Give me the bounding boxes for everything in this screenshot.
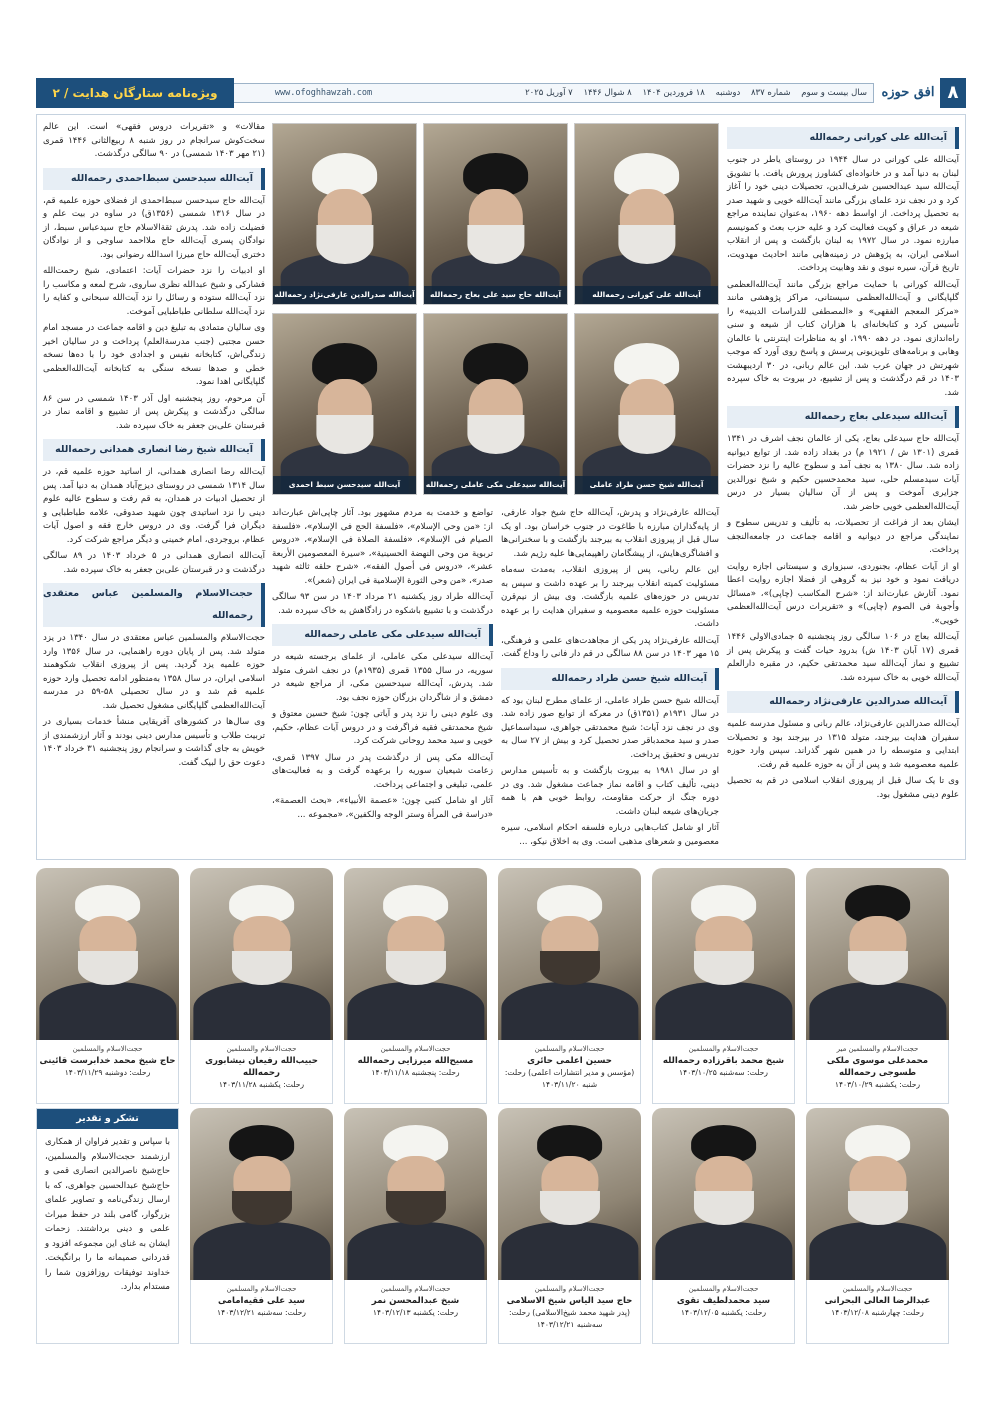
article-paragraph: آیت‌الله عارفی‌نژاد و پدرش، آیت‌الله حاج شیخ جواد عارفی، از پایه‌گذاران مبارزه با طاغوت در جنوب خراسان بود. او یک سال قبل از پیروزی انقلاب به بیرجند بازگشت و با سخنرانی‌ها و افشاگری‌هایش، از پیشگامان راهپیمایی‌ها علیه رژیم شد. (501, 508, 719, 559)
site-url[interactable]: www.ofoghhawzah.com (274, 88, 373, 98)
portrait-photo (36, 868, 179, 1040)
portrait-photo (498, 1108, 641, 1280)
newspaper-logo: افق حوزه (881, 85, 935, 100)
card-info (806, 1040, 949, 1104)
section-heading: حجت‌الاسلام والمسلمین عباس معتقدی رحمه‌الله (43, 583, 265, 627)
meta-date-lunar: ۸ شوال ۱۴۴۶ (583, 88, 632, 98)
article-paragraph: وی علوم دینی را نزد پدر و آیاتی چون: شیخ حسین معتوق و شیخ محمدتقی فقیه فراگرفت و در دروس آیات عظام، حکیم، خویی و سید محمد روحانی شرکت کرد. (272, 709, 493, 746)
card-title: حجت‌الاسلام والمسلمین میر (836, 1045, 919, 1053)
portrait-photo (574, 123, 719, 305)
article-column-1 (727, 121, 959, 861)
article-paragraph: آیت‌الله سیدعلی مکی عاملی، از علمای برجسته شیعه در سوریه، در سال ۱۳۵۵ قمری (۱۹۳۵م) در نجف اشرف متولد شد. پدرش، آیت‌الله سیدحسین مکی، از مراجع شیعه در دمشق و از شاگردان بزرگان حوزه نجف بود. (272, 652, 493, 703)
article-paragraph: او از آیات عظام، بجنوردی، سبزواری و سیستانی اجازه روایت دریافت نمود و خود نیز به گروهی از فضلا اجازه روایت اعطا نمود. آثارش عبارت‌اند از: «شرح المکاسب (چاپی)»، «مسائل وأجوبة فی الصوم (چاپی)» و «تقریرات درس آیت‌الله‌العظمی خویی». (727, 561, 959, 626)
article-paragraph: آیت‌الله رضا انصاری همدانی، از اساتید حوزه علمیه قم، در سال ۱۳۱۴ شمسی در روستای دیزج‌آباد همدان به دنیا آمد. پس از تحصیل ادبیات در همدان، به قم رفت و سطوح عالیه علوم دینی را نزد اساتیدی چون شهید صدوقی، علامه طباطبایی و دیگران فرا گرفت. وی در دروس خارج فقه و اصول آیات عظام، بروجردی، امام خمینی و دیگر مراجع شرکت کرد. (43, 467, 266, 545)
card-date: (پدر شهید محمد شیخ‌الاسلامی) رحلت: سه‌شنبه ۱۴۰۳/۱۲/۲۱ (508, 1308, 630, 1329)
special-issue-title: ویژه‌نامه ستارگان هدایت / ۲ (36, 78, 234, 108)
article-paragraph: آثار او شامل کتبی چون: «عصمة الأنبیاء»، «بحث العصمة»، «دراسة فی المرأة وستر الوجه والکفین»، «مجموعه ... (272, 796, 493, 820)
card-date: رحلت: پنجشنبه ۱۴۰۳/۱۱/۱۸ (371, 1068, 460, 1077)
card-title: حجت‌الاسلام والمسلمین (688, 1045, 759, 1053)
photo-caption: آیت‌الله سیدعلی مکی عاملی رحمه‌الله (424, 476, 567, 494)
card-title: حجت‌الاسلام والمسلمین (688, 1285, 759, 1293)
article-paragraph: آیت‌الله انصاری همدانی در ۵ خرداد ۱۴۰۳ در ۸۹ سالگی درگذشت و در قبرستان علی‌بن جعفر به خاک سپرده شد. (43, 551, 266, 575)
article-paragraph: ایشان بعد از فراغت از تحصیلات، به تألیف و تدریس سطوح و نمایندگی مراجع در دیوانیه و اقامه جماعت در جامعه‌النجف پرداخت. (727, 518, 959, 555)
card-date: رحلت: چهارشنبه ۱۴۰۳/۱۲/۰۸ (831, 1308, 924, 1317)
meta-date-gregorian: ۷ آوریل ۲۰۲۵ (525, 88, 573, 98)
articles-section (36, 114, 966, 860)
card-info (498, 1280, 641, 1344)
article-paragraph: آیت‌الله مکی پس از درگذشت پدر در سال ۱۳۹۷ قمری، زعامت شیعیان سوریه را برعهده گرفت و به فعالیت‌های علمی، تبلیغی و اجتماعی پرداخت. (272, 752, 493, 790)
portrait-photo (190, 1108, 333, 1280)
card-info (806, 1280, 949, 1344)
card-info (36, 1040, 179, 1104)
card-info (344, 1280, 487, 1344)
section-heading: آیت‌الله صدرالدین عارفی‌نژاد رحمه‌الله (727, 691, 959, 713)
article-paragraph: آثار او شامل کتاب‌هایی درباره فلسفه احکام اسلامی، سیره معصومین و شعرهای مذهبی است. وی به اخلاق نیکو، ... (501, 823, 719, 847)
article-paragraph: آیت‌الله عارفی‌نژاد پدر یکی از مجاهدت‌های علمی و فرهنگی، ۱۵ مهر ۱۴۰۳ در سن ۸۸ سالگی در قم دار فانی را وداع گفت. (501, 635, 719, 659)
article-paragraph: وی تا یک سال قبل از پیروزی انقلاب اسلامی در قم به تحصیل علوم دینی مشغول بود. (727, 776, 959, 800)
article-column-2 (501, 507, 719, 857)
article-paragraph: آیت‌الله علی کورانی در سال ۱۹۴۴ در روستای یاطر در جنوب لبنان به دنیا آمد و در خانواده‌ای کشاورز پرورش یافت. با تشویق آیت‌الله سید عبدالحسین شرف‌الدین، تحصیلات دینی خود را آغاز کرد و در نجف نزد علمای بزرگی مانند آیت‌الله خویی و شهید صدر به تحصیل پرداخت. از اواسط دهه ۱۹۶۰، به‌عنوان نماینده مراجع شیعه در عراق و کویت فعالیت کرد و علیه حزب بعث و کمونیسم مبارزه نمود. در سال ۱۹۷۲ به لبنان بازگشت و پس از انقلاب اسلامی ایران، به پژوهش در زمینه‌هایی مانند احادیث مهدویت، تاریخ قرآن، سیره نبوی و نقد وهابیت پرداخت. (727, 155, 960, 273)
card-info (344, 1040, 487, 1104)
card-name: شیخ محمد باقرزاده رحمه‌الله (662, 1056, 785, 1066)
article-paragraph: آیت‌الله کورانی با حمایت مراجع بزرگی مانند آیت‌الله‌العظمی گلپایگانی و آیت‌الله‌العظمی سیستانی، مراکز پژوهشی مانند «مرکز المعجم الفقهی» و «المصطفی للدراسات الدینیه» را تأسیس کرد و کتابخانه‌ای با هزاران کتاب از شیعه و سنی راه‌اندازی نمود. در دهه ۱۹۹۰، او به مناظرات اینترنتی با عالمان وهابی و برنامه‌های تلویزیونی پرسش و پاسخ روی آورد که موجب شهرتش در جهان عرب شد. این عالم ربانی، در ۳۰ اردیبهشت ۱۴۰۳ در قم درگذشت و پس از تشییع، در بیروت به خاک سپرده شد. (727, 279, 960, 398)
article-paragraph: آیت‌الله طراد روز یکشنبه ۲۱ مرداد ۱۴۰۳ در سن ۹۳ سالگی درگذشت و با تشییع باشکوه در زادگاهش به خاک سپرده شد. (272, 592, 493, 616)
meta-date-solar: ۱۸ فروردین ۱۴۰۴ (642, 88, 705, 98)
card-title: حجت‌الاسلام والمسلمین (534, 1285, 605, 1293)
card-date: (مؤسس و مدیر انتشارات اعلمی) رحلت: شنبه ۱۴۰۳/۱۱/۲۰ (504, 1068, 635, 1089)
thanks-title: تشکر و تقدیر (37, 1109, 178, 1129)
meta-weekday: دوشنبه (715, 88, 741, 98)
article-paragraph: مقالات» و «تقریرات دروس فقهی» است. این عالم سخت‌کوش سرانجام در روز شنبه ۸ ربیع‌الثانی ۱۴۴۶ قمری (۲۱ مهر ۱۴۰۳ شمسی) در ۹۰ سالگی درگذشت. (43, 122, 266, 159)
portrait-photo (652, 1108, 795, 1280)
article-paragraph: وی سال‌ها در کشورهای آفریقایی منشأ خدمات بسیاری در تربیت طلاب و تأسیس مدارس دینی بودند و آثار ارزشمندی از خویش به جای گذاشت و سرانجام روز پنجشنبه ۳۱ خرداد ۱۴۰۳ دعوت حق را لبیک گفت. (43, 717, 265, 768)
meta-issue: شماره ۸۳۷ (750, 88, 791, 98)
portrait-photo (344, 868, 487, 1040)
card-title: حجت‌الاسلام والمسلمین (380, 1285, 451, 1293)
article-column-4 (43, 121, 265, 861)
thanks-body: با سپاس و تقدیر فراوان از همکاری ارزشمند حجت‌الاسلام والمسلمین، حاج‌شیخ ناصرالدین انصاری قمی و حاج‌شیخ عبدالحسین جواهری، که با ارسال زندگی‌نامه و تصاویر علمای بزرگوار، گامی بلند در حفظ میراث علمی و دینی برداشتند. زحمات ایشان به غنای این مجموعه افزود و قدردانی صمیمانه ما را برانگیخت. خداوند توفیقات روزافزون شما را مستدام بدارد. (45, 1137, 170, 1292)
card-info (652, 1280, 795, 1344)
portrait-photo (423, 123, 568, 305)
card-name: سید محمدلطیف تقوی (676, 1296, 771, 1306)
card-name: حبیب‌الله رفیعان نیشابوری رحمه‌الله (205, 1056, 318, 1078)
card-name: مسیح‌الله میرزایی رحمه‌الله (357, 1056, 474, 1066)
card-date: رحلت: یکشنبه ۱۴۰۳/۱۲/۰۵ (680, 1308, 767, 1317)
portrait-photo (344, 1108, 487, 1280)
photo-caption: آیت‌الله سیدحسن سبط احمدی رحمه‌الله (273, 476, 416, 494)
photo-caption: آیت‌الله علی کورانی رحمه‌الله (575, 286, 718, 304)
portrait-photo (574, 313, 719, 507)
card-info (652, 1040, 795, 1104)
article-paragraph: این عالم ربانی، پس از پیروزی انقلاب، به‌مدت سه‌ماه مسئولیت کمیته انقلاب بیرجند را بر عهده داشت و سپس به تدریس در حوزه‌های علمیه بازگشت. وی بیش از نیم‌قرن مسئولیت حوزه علمیه معصومیه و سفیران هدایت را بر عهده داشت. (501, 565, 719, 629)
card-info (498, 1040, 641, 1104)
card-date: رحلت: یکشنبه ۱۴۰۳/۱۰/۲۹ (834, 1080, 921, 1089)
card-name: سید علی فقیه‌امامی (217, 1296, 306, 1306)
section-heading: آیت‌الله علی کورانی رحمه‌الله (727, 127, 959, 149)
page-header (36, 78, 966, 108)
card-name: محمدعلی موسوی ملکی طسوجی رحمه‌الله (826, 1056, 929, 1078)
card-date: رحلت: یکشنبه ۱۴۰۳/۱۲/۱۳ (372, 1308, 459, 1317)
card-info (190, 1040, 333, 1104)
card-title: حجت‌الاسلام والمسلمین (72, 1045, 143, 1053)
article-column-3 (272, 507, 493, 857)
section-heading: آیت‌الله شیخ رضا انصاری همدانی رحمه‌الله (43, 439, 265, 461)
section-heading: آیت‌الله سیدعلی مکی عاملی رحمه‌الله (272, 624, 493, 646)
article-paragraph: آیت‌الله حاج سیدحسن سبط‌احمدی از فضلای حوزه علمیه قم، در سال ۱۳۱۶ شمسی (۱۳۵۶ق) در ساوه در بیت علم و فضیلت زاده شد. پدرش ثقة‌الاسلام حاج سیدعباس سبط، از نوادگان پسری آیت‌الله حاج ملااحمد ساوجی و از نوادگان دختری آیت‌الله حاج میرزا اسدالله رضوانی بود. (43, 195, 265, 260)
card-info (190, 1280, 333, 1344)
article-paragraph: آیت‌الله حاج سیدعلی بعاج، یکی از عالمان نجف اشرف در ۱۳۴۱ قمری (۱۳۰۱ ش / ۱۹۲۱ م) در بغداد زاده شد. از توابع دیوانیه زاده شد. سال ۱۳۸۰ به نجف آمد و سطوح عالیه را نزد حضرات آیات سیدمسلم حلی، سید محمدحسین حکیم و شیخ نورالدین جزایری آموخت و پس از آن سالیان بسیار در درس آیت‌الله‌العظمی خویی حاضر شد. (727, 434, 959, 512)
card-name: عبدالرضا العالی البحرانی (824, 1296, 931, 1306)
article-paragraph: حجت‌الاسلام والمسلمین عباس معتقدی در سال ۱۳۴۰ در یزد متولد شد. پس از پایان دوره راهنمایی، در سال ۱۳۵۶ وارد حوزه علمیه یزد گردید. پس از پیروزی انقلاب شکوهمند اسلامی ایران، در سال ۱۳۵۸ به‌منظور ادامه تحصیل وارد حوزه علمیه قم شد و در سال تحصیلی ۵۸-۵۹ در مدرسه آیت‌الله‌العظمی گلپایگانی مشغول تحصیل شد. (43, 633, 266, 711)
card-date: رحلت: سه‌شنبه ۱۴۰۳/۱۲/۲۱ (217, 1308, 306, 1317)
portrait-photo (272, 123, 417, 305)
article-paragraph: آیت‌الله صدرالدین عارفی‌نژاد، عالم ربانی و مسئول مدرسه علمیه سفیران هدایت بیرجند، متولد ۱۳۱۵ در بیرجند بود و تحصیلات ابتدایی و متوسطه را در همین شهر گذراند. سپس وارد حوزه علمیه معصومیه شد و پس از آن به حوزه علمیه قم رفت. (727, 719, 960, 770)
article-paragraph: او در سال ۱۹۸۱ به بیروت بازگشت و به تأسیس مدارس دینی، تألیف کتاب و اقامه نماز جماعت مشغول شد. وی در دوره جنگ از حرکت مقاومت، روابط خوبی هم با همه جریان‌های شیعه لبنان داشت. (501, 766, 719, 817)
portrait-photo (423, 313, 568, 495)
section-heading: آیت‌الله سیدحسن سبط‌احمدی رحمه‌الله (43, 168, 265, 190)
card-name: حسین اعلمی حائری (527, 1056, 612, 1066)
portrait-photo (498, 868, 641, 1040)
article-paragraph: او ادبیات را نزد حضرات آیات: اعتمادی، شیخ رحمت‌الله فشارکی و شیخ عبدالله نظری ساروی، شرح لمعه و مکاسب را نزد آیت‌الله ستوده و رسائل را نزد آیت‌الله سبحانی و کفایه را نزد آیت‌الله سلطانی طباطبایی آموخت. (43, 266, 265, 317)
card-title: حجت‌الاسلام والمسلمین (380, 1045, 451, 1053)
photo-caption: آیت‌الله حاج سید علی بعاج رحمه‌الله (424, 286, 567, 304)
card-date: رحلت: سه‌شنبه ۱۴۰۳/۱۰/۲۵ (679, 1068, 768, 1077)
thanks-box (36, 1108, 179, 1344)
page-number: ۸ (940, 78, 966, 108)
portrait-photo (806, 1108, 949, 1280)
portrait-photo (652, 868, 795, 1040)
article-paragraph: تواضع و خدمت به مردم مشهور بود. آثار چاپی‌اش عبارت‌اند از: «من وحی الإسلام»، «فلسفة الحج فی الإسلام»، «فلسفة الصیام فی الإسلام»، «فلسفة الصلاة فی الإسلام»، «دروس تربویة من وحی النهضة الحسینیة»، «سیرة المعصومین الأربعة عشر»، «دروس فی أصول الفقه»، «شرح حلقه ثالثه شهید صدر»، «من وحی الثورة الإسلامیة فی ایران (شعر)». (272, 508, 493, 586)
card-name: حاج شیخ محمد خدابرست قائینی (39, 1056, 176, 1066)
article-paragraph: آیت‌الله شیخ حسن طراد عاملی، از علمای مطرح لبنان بود که در سال ۱۹۳۱م (۱۳۵۱ق) در معرکه از توابع صور زاده شد. وی در نجف نزد آیات: شیخ محمدتقی جواهری، سیداسماعیل صدر و سید محمدباقر صدر تحصیل کرد و بیش از ۲۷ سال به تدریس و تحقیق پرداخت. (501, 695, 719, 760)
portrait-photo (190, 868, 333, 1040)
card-title: حجت‌الاسلام والمسلمین (842, 1285, 913, 1293)
card-title: حجت‌الاسلام والمسلمین (226, 1285, 297, 1293)
card-name: شیخ عبدالمحسن نمر (371, 1296, 460, 1306)
card-date: رحلت: یکشنبه ۱۴۰۳/۱۱/۲۸ (218, 1080, 305, 1089)
card-title: حجت‌الاسلام والمسلمین (534, 1045, 605, 1053)
meta-year: سال بیست و سوم (801, 88, 867, 98)
section-heading: آیت‌الله شیخ حسن طراد رحمه‌الله (501, 668, 719, 690)
photo-caption: آیت‌الله صدرالدین عارفی‌نژاد رحمه‌الله (273, 286, 416, 304)
portrait-photo (272, 313, 417, 507)
card-name: حاج سید الیاس شیخ الاسلامی (506, 1296, 633, 1306)
card-date: رحلت: دوشنبه ۱۴۰۳/۱۱/۲۹ (64, 1068, 151, 1077)
card-title: حجت‌الاسلام والمسلمین (226, 1045, 297, 1053)
photo-caption: آیت‌الله شیخ حسن طراد عاملی رحمه‌الله (575, 476, 718, 494)
article-paragraph: آیت‌الله بعاج در ۱۰۶ سالگی روز پنجشنبه ۵ جمادی‌الاولی ۱۴۴۶ قمری (۱۷ آبان ۱۴۰۳ ش) بدرود حیات گفت و پیکرش پس از تشییع و نماز آیت‌الله سید محمدتقی حکیم، در مقبره دارالعلم آیت‌الله خویی به خاک سپرده شد. (727, 632, 959, 683)
article-paragraph: وی سالیان متمادی به تبلیغ دین و اقامه جماعت در مسجد امام حسن مجتبی (جنب مدرسة‌العلم) پرداخت و در سالیان اخیر زندگی‌اش، کتابخانه نفیس و اجدادی خود را با ده‌ها نسخه خطی و صدها نسخه سنگی به کتابخانه آیت‌الله‌العظمی گلپایگانی اهدا نمود. (43, 323, 265, 387)
portrait-photo (806, 868, 949, 1040)
section-heading: آیت‌الله سیدعلی بعاج رحمه‌الله (727, 406, 959, 428)
article-paragraph: آن مرحوم، روز پنجشنبه اول آذر ۱۴۰۳ شمسی در سن ۸۶ سالگی درگذشت و پیکرش پس از تشییع و اقامه نماز در قبرستان علی‌بن جعفر به خاک سپرده شد. (43, 393, 265, 431)
